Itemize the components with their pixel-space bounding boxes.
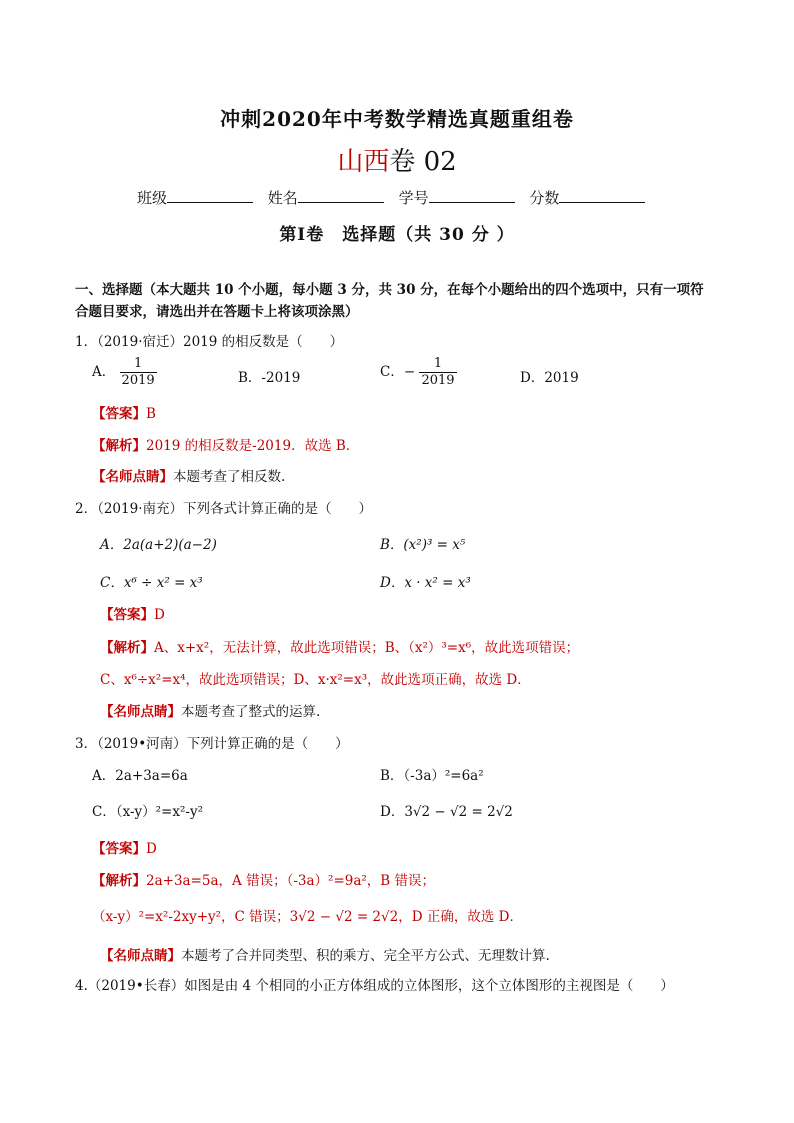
question-2-tip bbox=[100, 700, 320, 720]
instructions: 一、选择题（本大题共 10 个小题，每小题 3 分，共 30 分，在每个小题给出的四个选项中，只有一项符合题目要求，请选出并在答题卡上将该项涂黑） bbox=[75, 282, 704, 320]
analysis-tag: 【解析】 bbox=[92, 873, 146, 889]
page-subtitle bbox=[0, 141, 794, 178]
question-1-option-b: B．-2019 bbox=[238, 370, 301, 386]
question-3-answer bbox=[92, 837, 157, 857]
option-c-fraction bbox=[419, 356, 456, 389]
class-blank[interactable] bbox=[167, 188, 253, 203]
tip-tag: 【名师点睛】 bbox=[92, 469, 173, 485]
question-1-option-a bbox=[92, 356, 157, 389]
question-3-stem: 3．（2019•河南）下列计算正确的是（ ） bbox=[75, 736, 349, 752]
question-2-answer bbox=[100, 603, 165, 623]
number-label: 学号 bbox=[398, 189, 429, 207]
question-3-analysis bbox=[92, 869, 435, 889]
question-2-option-d: D．x · x² = x³ bbox=[380, 575, 471, 591]
fraction-denominator: 2019 bbox=[421, 373, 455, 388]
answer-tag: 【答案】 bbox=[92, 406, 146, 422]
page-title: 冲刺2020年中考数学精选真题重组卷 bbox=[220, 107, 574, 131]
subtitle-rest: 卷 02 bbox=[389, 147, 457, 177]
option-c-label: C．− bbox=[380, 364, 416, 380]
answer-value: D bbox=[154, 607, 165, 623]
question-1-tip bbox=[92, 465, 285, 485]
analysis-line-1: 2a+3a=5a，A 错误；（-3a）²=9a²，B 错误； bbox=[146, 873, 436, 889]
answer-value: B bbox=[146, 406, 156, 422]
fraction-denominator: 2019 bbox=[121, 373, 155, 388]
score-blank[interactable] bbox=[559, 188, 645, 203]
analysis-tag: 【解析】 bbox=[92, 438, 146, 454]
tip-tag: 【名师点睛】 bbox=[100, 704, 181, 720]
question-3-option-c: C．（x-y）²=x²-y² bbox=[92, 804, 203, 820]
question-2-option-c: C．x⁶ ÷ x² = x³ bbox=[100, 575, 203, 591]
question-2-analysis-cont: C、x⁶÷x²=x⁴，故此选项错误；D、x·x²=x³，故此选项正确，故选 D． bbox=[100, 672, 531, 688]
fraction-numerator: 1 bbox=[120, 356, 157, 373]
question-2-analysis bbox=[100, 636, 579, 656]
name-blank[interactable] bbox=[298, 188, 384, 203]
question-3-tip bbox=[100, 944, 550, 964]
score-label: 分数 bbox=[529, 189, 560, 207]
tip-text: 本题考了合并同类型、积的乘方、完全平方公式、无理数计算. bbox=[181, 948, 550, 964]
question-2-option-a: A．2a(a+2)(a−2) bbox=[100, 537, 217, 553]
question-3-option-b: B．（-3a）²=6a² bbox=[380, 768, 484, 784]
section-heading: 第Ⅰ卷 选择题（共 30 分 ） bbox=[279, 225, 515, 245]
analysis-text: 2019 的相反数是-2019．故选 B． bbox=[146, 438, 360, 454]
name-label: 姓名 bbox=[267, 189, 298, 207]
option-a-label: A． bbox=[92, 364, 116, 380]
option-a-fraction bbox=[120, 356, 157, 389]
tip-text: 本题考查了相反数. bbox=[173, 469, 286, 485]
question-1-stem: 1．（2019·宿迁）2019 的相反数是（ ） bbox=[75, 334, 344, 350]
analysis-tag: 【解析】 bbox=[100, 640, 154, 656]
question-3-option-a: A．2a+3a=6a bbox=[92, 768, 188, 784]
class-label: 班级 bbox=[137, 189, 168, 207]
tip-tag: 【名师点睛】 bbox=[100, 948, 181, 964]
question-1-option-c bbox=[380, 356, 457, 389]
answer-tag: 【答案】 bbox=[100, 607, 154, 623]
question-1-answer bbox=[92, 402, 156, 422]
answer-value: D bbox=[146, 841, 157, 857]
number-blank[interactable] bbox=[429, 188, 515, 203]
analysis-line-1: A、x+x²，无法计算，故此选项错误；B、（x²）³=x⁶，故此选项错误； bbox=[154, 640, 580, 656]
fraction-numerator: 1 bbox=[419, 356, 456, 373]
tip-text: 本题考查了整式的运算. bbox=[181, 704, 321, 720]
question-2-option-b: B．(x²)³ = x⁵ bbox=[380, 537, 466, 553]
question-1-option-d: D．2019 bbox=[520, 370, 579, 386]
student-info-line bbox=[137, 187, 655, 208]
question-3-option-d: D．3√2 − √2 = 2√2 bbox=[380, 804, 513, 820]
question-1-analysis bbox=[92, 434, 359, 454]
question-3-analysis-cont: （x-y）²=x²-2xy+y²，C 错误；3√2 − √2 = 2√2，D 正确，故选 D． bbox=[92, 909, 523, 925]
subtitle-region: 山西 bbox=[337, 147, 390, 177]
question-2-stem: 2．（2019·南充）下列各式计算正确的是（ ） bbox=[75, 501, 372, 517]
answer-tag: 【答案】 bbox=[92, 841, 146, 857]
question-4-stem: 4.（2019•长春）如图是由 4 个相同的小正方体组成的立体图形，这个立体图形的主视图是（ ） bbox=[75, 978, 674, 994]
